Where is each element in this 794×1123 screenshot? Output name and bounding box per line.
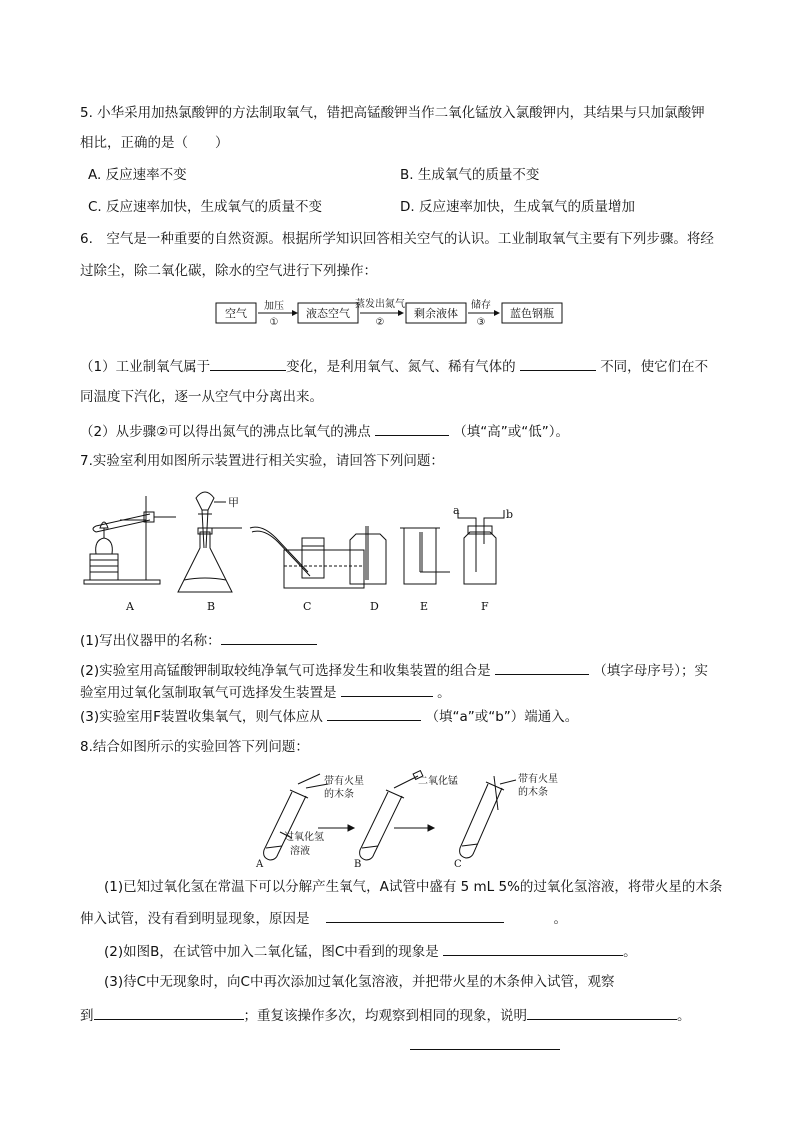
label-apparatus-d: D — [370, 600, 379, 613]
q6-p1-text-b: 变化，是利用氧气、氮气、稀有气体的 — [286, 359, 516, 375]
q6-blank-boiling-point[interactable] — [375, 421, 449, 436]
q7-part3 — [80, 706, 578, 726]
flow-box-remaining-liquid-label: 剩余液体 — [414, 307, 458, 320]
q8-blank-observation[interactable] — [94, 1005, 244, 1020]
q8-part3-line1: (3)待C中无现象时，向C中再次添加过氧化氢溶液，并把带火星的木条伸入试管，观察 — [104, 974, 615, 990]
q7-part1 — [80, 630, 317, 650]
label-h2o2-1: 过氧化氢 — [284, 832, 324, 843]
q8-p1-text-b: 伸入试管，没有看到明显现象，原因是 — [80, 911, 310, 927]
apparatus-c — [250, 527, 364, 588]
label-tube-a: A — [256, 859, 264, 870]
apparatus-e — [400, 528, 450, 584]
q8-blank-phenomenon[interactable] — [443, 941, 623, 956]
label-apparatus-f: F — [481, 600, 489, 613]
flow-arrow1-bottom: ① — [269, 317, 279, 328]
q7-blank-instrument-name[interactable] — [221, 630, 317, 645]
q8-p1-end: 。 — [553, 911, 567, 927]
label-splint-a-1: 带有火星 — [324, 776, 364, 787]
q7-apparatus-figure — [80, 488, 540, 618]
q7-p1-text: (1)写出仪器甲的名称： — [80, 633, 221, 649]
label-jia: 甲 — [228, 496, 239, 509]
q6-p2-text-b: （填“高”或“低”）。 — [453, 424, 570, 440]
q7-blank-combination[interactable] — [495, 660, 589, 675]
q8-part2 — [104, 941, 637, 961]
label-splint-a-2: 的木条 — [324, 789, 354, 800]
label-apparatus-e: E — [420, 600, 429, 613]
q7-p3-text-a: (3)实验室用F装置收集氧气，则气体应从 — [80, 709, 323, 725]
apparatus-a — [84, 496, 176, 584]
flow-arrow1-top: 加压 — [264, 301, 284, 312]
q7-p3-text-b: （填“a”或“b”）端通入。 — [425, 709, 579, 725]
flow-arrow2-bottom: ② — [375, 317, 385, 328]
q5-line1: 5. 小华采用加热氯酸钾的方法制取氧气，错把高锰酸钾当作二氧化锰放入氯酸钾内，其结果与只加氯酸钾 — [80, 105, 705, 121]
label-mno2: 二氧化锰 — [418, 776, 458, 787]
label-h2o2-2: 溶液 — [290, 846, 310, 857]
q7-blank-inlet[interactable] — [327, 706, 421, 721]
q6-part1-line2: 同温度下汽化，逐一从空气中分离出来。 — [80, 389, 323, 405]
q8-part1-line2 — [80, 908, 567, 928]
q7-line1: 7.实验室利用如图所示装置进行相关实验，请回答下列问题： — [80, 453, 444, 469]
flow-box-air-label: 空气 — [225, 307, 247, 320]
q7-p2-line2-end: 。 — [437, 685, 451, 701]
flow-box-blue-cylinder-label: 蓝色钢瓶 — [510, 307, 554, 320]
label-apparatus-b: B — [207, 600, 216, 613]
flow-arrow3-bottom: ③ — [476, 317, 486, 328]
q8-line1: 8.结合如图所示的实验回答下列问题： — [80, 739, 309, 755]
q6-blank-property[interactable] — [520, 356, 596, 371]
q6-flow-diagram — [210, 296, 570, 332]
q7-p2-line2-text: 验室用过氧化氢制取氧气可选择发生装置是 — [80, 685, 337, 701]
flow-arrow2-top: 蒸发出氮气 — [355, 299, 405, 310]
q6-line2: 过除尘，除二氧化碳，除水的空气进行下列操作： — [80, 263, 377, 279]
label-b-port: b — [506, 508, 514, 521]
q8-p3-end: 。 — [677, 1008, 691, 1024]
label-tube-c: C — [454, 859, 462, 870]
apparatus-d — [350, 526, 386, 584]
label-splint-c-1: 带有火星 — [518, 774, 558, 785]
q8-p3-text-b: 到 — [80, 1008, 94, 1024]
q5-line2: 相比，正确的是（ ） — [80, 135, 229, 151]
q7-part2-line2 — [80, 682, 451, 702]
flow-arrow3-top: 储存 — [471, 300, 491, 311]
q6-blank-change-type[interactable] — [210, 356, 286, 371]
apparatus-f — [458, 510, 504, 584]
q6-p1-text-c: 不同，使它们在不 — [600, 359, 709, 375]
q8-p3-text-c: ；重复该操作多次，均观察到相同的现象，说明 — [243, 1008, 527, 1024]
q5-option-b: B. 生成氧气的质量不变 — [400, 167, 540, 183]
q8-part3-line2 — [80, 1005, 691, 1025]
q5-option-d: D. 反应速率加快，生成氧气的质量增加 — [400, 199, 635, 215]
q6-p1-text-a: （1）工业制氧气属于 — [80, 359, 211, 375]
q6-p2-text-a: （2）从步骤②可以得出氮气的沸点比氧气的沸点 — [80, 424, 371, 440]
q7-p2-text-a: (2)实验室用高锰酸钾制取较纯净氧气可选择发生和收集装置的组合是 — [80, 663, 491, 679]
q6-part2 — [80, 421, 569, 441]
q8-blank-reason[interactable] — [326, 908, 504, 923]
label-apparatus-c: C — [303, 600, 312, 613]
test-tube-b — [360, 771, 423, 860]
q8-p2-end: 。 — [623, 944, 637, 960]
label-a-port: a — [453, 504, 460, 517]
q8-blank-conclusion[interactable] — [527, 1005, 677, 1020]
q8-part1-line1: (1)已知过氧化氢在常温下可以分解产生氧气，A试管中盛有 5 mL 5%的过氧化氢溶液，将带火星的木条 — [104, 879, 723, 895]
q5-option-c: C. 反应速率加快，生成氧气的质量不变 — [88, 199, 323, 215]
q7-blank-generator[interactable] — [341, 682, 433, 697]
flow-box-liquid-air-label: 液态空气 — [306, 307, 350, 320]
label-apparatus-a: A — [126, 600, 134, 613]
q8-extra-blank-line[interactable] — [410, 1049, 560, 1050]
q8-p2-text-a: (2)如图B，在试管中加入二氧化锰，图C中看到的现象是 — [104, 944, 439, 960]
label-tube-b: B — [354, 859, 362, 870]
q7-part2-line1 — [80, 660, 708, 680]
q5-option-a: A. 反应速率不变 — [88, 167, 187, 183]
label-splint-c-2: 的木条 — [518, 787, 548, 798]
q6-line1: 6. 空气是一种重要的自然资源。根据所学知识回答相关空气的认识。工业制取氧气主要有下列步骤。将经 — [80, 231, 714, 247]
q7-p2-text-b: （填字母序号）；实 — [593, 663, 708, 679]
test-tube-c — [460, 776, 516, 858]
q6-part1-line1 — [80, 356, 708, 376]
q8-experiment-figure — [248, 770, 588, 870]
